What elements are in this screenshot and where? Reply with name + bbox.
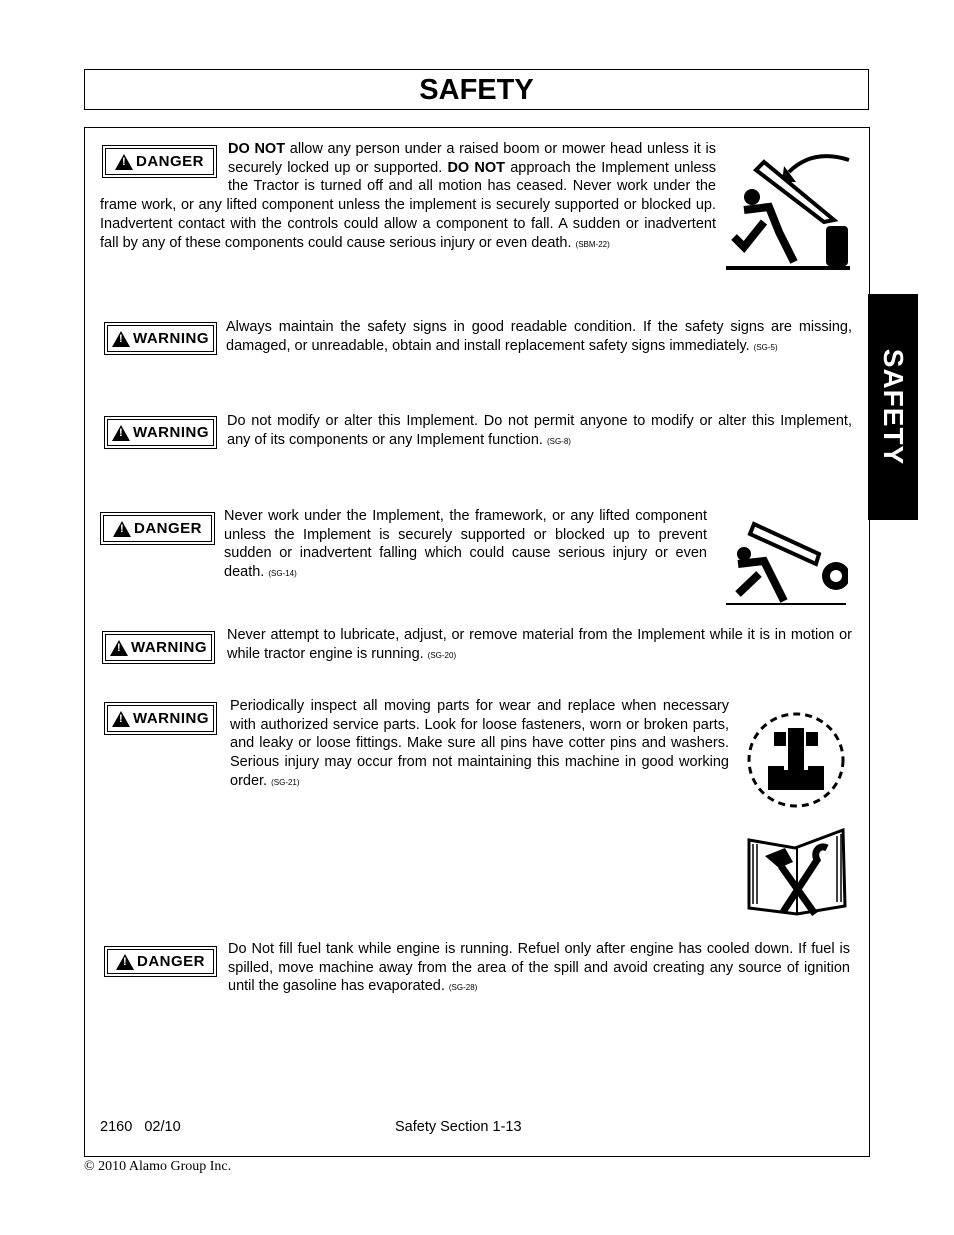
sign-word: WARNING bbox=[133, 330, 209, 347]
sign-word: DANGER bbox=[135, 153, 204, 170]
page-title-box bbox=[84, 69, 869, 110]
warning-sign bbox=[102, 631, 215, 664]
alert-triangle-icon bbox=[116, 954, 134, 970]
message-sbm-22 bbox=[100, 140, 716, 254]
message-code: (SBM-22) bbox=[575, 239, 610, 249]
message-code: (SG-14) bbox=[268, 569, 297, 579]
message-sg-28 bbox=[228, 940, 850, 998]
falling-implement-icon bbox=[724, 516, 848, 606]
sign-word: DANGER bbox=[136, 953, 205, 970]
sign-word: WARNING bbox=[133, 710, 209, 727]
alert-triangle-icon bbox=[112, 331, 130, 347]
message-text: Always maintain the safety signs in good readable condition. If the safety signs are missing, damaged, or unreadable, obtain and install replacement safety signs immediately. bbox=[226, 319, 852, 354]
raised-boom-crush-icon bbox=[724, 152, 854, 272]
message-text: approach the Implement unless the Tractor is turned off and all motion has ceased. Never work under the frame work, or any lifted component unless the implement is securely supported or blocked up. Inadvertent contact with the controls could allow a component to fall. A sudden or inadvertent fall by any of these components could cause serious injury or even death. bbox=[100, 159, 717, 251]
message-text: allow any person under a raised boom or mower head unless it is securely locked up or supported. bbox=[228, 141, 717, 176]
message-code: (SG-20) bbox=[427, 650, 457, 660]
message-sg-21 bbox=[230, 697, 729, 793]
alert-triangle-icon bbox=[112, 425, 130, 441]
message-code: (SG-8) bbox=[546, 436, 571, 446]
footer-section: Safety Section 1-13 bbox=[395, 1119, 522, 1135]
footer-model-date: 2160 02/10 bbox=[100, 1119, 181, 1135]
sign-word: WARNING bbox=[133, 424, 209, 441]
manual-tools-icon bbox=[745, 826, 849, 916]
message-code: (SG-21) bbox=[271, 777, 300, 787]
message-sg-20 bbox=[227, 626, 852, 665]
danger-sign bbox=[104, 946, 217, 977]
message-code: (SG-28) bbox=[448, 983, 478, 993]
message-text: Do not modify or alter this Implement. Do not permit anyone to modify or alter this Implement, any of its components or any Implement function. bbox=[227, 413, 852, 448]
message-text: Never work under the Implement, the framework, or any lifted component unless the Implement is securely supported or blocked up to prevent sudden or inadvertent falling which could cause serious injury or even death. bbox=[224, 508, 707, 581]
message-text: Never attempt to lubricate, adjust, or remove material from the Implement while it is in motion or while tractor engine is running. bbox=[227, 627, 852, 662]
alert-triangle-icon bbox=[113, 521, 131, 537]
warning-sign bbox=[104, 322, 217, 355]
message-code: (SG-5) bbox=[753, 342, 778, 352]
danger-sign bbox=[100, 512, 215, 545]
emphasis-text: DO NOT bbox=[447, 159, 505, 176]
copyright: © 2010 Alamo Group Inc. bbox=[84, 1159, 232, 1174]
emphasis-text: DO NOT bbox=[228, 141, 286, 157]
warning-sign bbox=[104, 702, 217, 735]
message-sg-5 bbox=[226, 318, 852, 357]
section-side-tab bbox=[868, 294, 918, 520]
warning-sign bbox=[104, 416, 217, 449]
page-title: SAFETY bbox=[419, 74, 534, 106]
message-text: Periodically inspect all moving parts for wear and replace when necessary with authorized service parts. Look for loose fasteners, worn or broken parts, and leaky or loose fittings. Make sure all pins have cotter pins and washers. Serious injury may occur from not maintaining this machine in good working order. bbox=[230, 698, 729, 789]
sign-word: WARNING bbox=[131, 639, 207, 656]
side-tab-label: SAFETY bbox=[878, 348, 909, 466]
message-text: Do Not fill fuel tank while engine is running. Refuel only after engine has cooled down. If fuel is spilled, move machine away from the area of the spill and avoid creating any source of ignition until the gasoline has evaporated. bbox=[228, 941, 850, 995]
alert-triangle-icon bbox=[112, 711, 130, 727]
sign-word: DANGER bbox=[133, 520, 202, 537]
message-sg-14 bbox=[224, 507, 707, 584]
message-sg-8 bbox=[227, 412, 852, 451]
tractor-inspection-icon bbox=[744, 710, 848, 810]
alert-triangle-icon bbox=[110, 640, 128, 656]
